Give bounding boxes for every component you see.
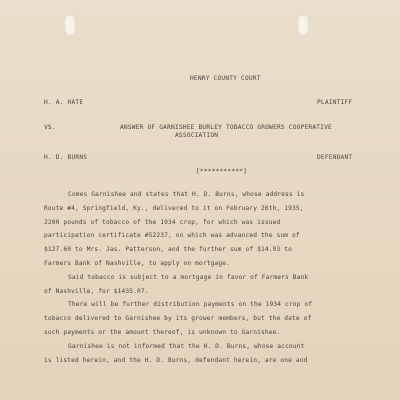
body-line: Garnishee is not informed that the H. D. Burns, whose account xyxy=(68,342,305,350)
versus-label: VS. xyxy=(44,124,56,131)
section-divider: [***********] xyxy=(196,168,248,175)
plaintiff-name: H. A. HATE xyxy=(44,99,84,106)
punch-hole-right xyxy=(297,14,309,36)
body-line: is listed herein, and the H. D. Burns, defendant herein, are one and xyxy=(44,356,308,364)
answer-title-line-2: ASSOCIATION xyxy=(175,132,219,139)
body-line: There will be further distribution payments on the 1934 crop of xyxy=(68,301,313,309)
body-line: of Nashville, for $1435.07. xyxy=(44,287,149,295)
body-line: $127.60 to Mrs. Jas. Patterson, and the further sum of $14.93 to xyxy=(44,246,293,254)
body-line: Said tobacco is subject to a mortgage in favor of Farmers Bank xyxy=(68,273,309,281)
defendant-label: DEFENDANT xyxy=(317,154,353,161)
plaintiff-label: PLAINTIFF xyxy=(317,99,353,106)
defendant-name: H. D. BURNS xyxy=(44,154,88,161)
answer-title-line-1: ANSWER OF GARNISHEE BURLEY TOBACCO GROWERS COOPERATIVE xyxy=(120,124,332,131)
body-line: 2200 pounds of tobacco of the 1934 crop, for which was issued xyxy=(44,218,281,226)
court-title: HENRY COUNTY COURT xyxy=(190,75,261,82)
document-body xyxy=(44,188,384,367)
body-line: tobacco delivered to Garnishee by its grower members, but the date of xyxy=(44,315,312,323)
punch-hole-left xyxy=(64,14,76,36)
body-line: Comes Garnishee and states that H. D. Burns, whose address is xyxy=(68,191,305,198)
body-line: Route #4, Springfield, Ky., delivered to it on February 26th, 1935, xyxy=(44,204,304,212)
body-line: participation certificate #52237, on which was advanced the sum of xyxy=(44,232,300,240)
body-line: such payments or the amount thereof, is unknown to Garnishee. xyxy=(44,328,281,336)
body-line: Farmers Bank of Nashville, to apply on mortgage. xyxy=(44,259,231,267)
